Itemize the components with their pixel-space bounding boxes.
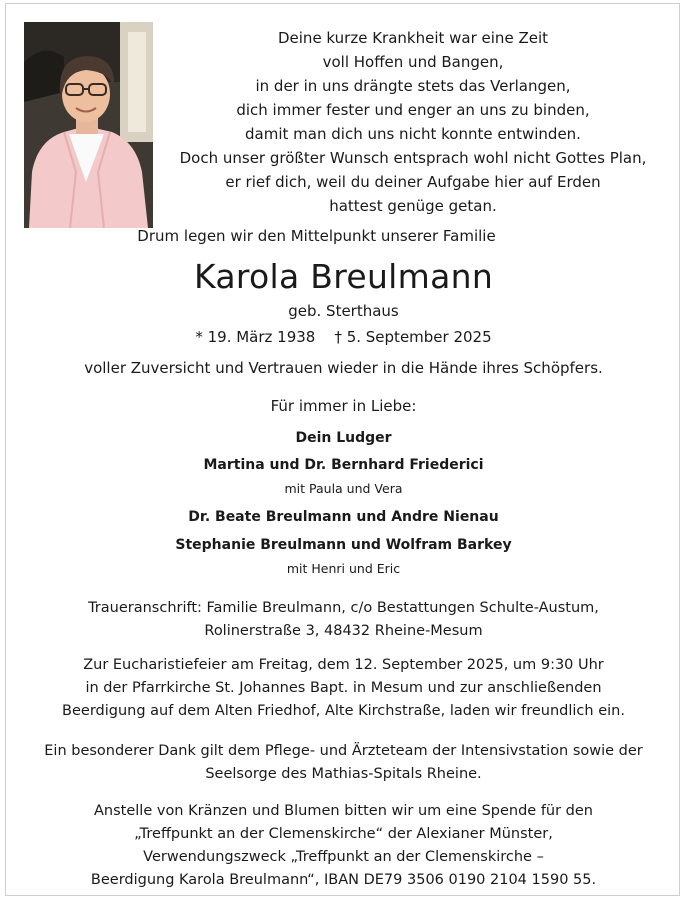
service-line: Beerdigung auf dem Alten Friedhof, Alte Kirchstraße, laden wir freundlich ein. — [62, 703, 625, 719]
death-date: † 5. September 2025 — [334, 328, 492, 346]
thanks-note — [0, 740, 687, 786]
faith-line: voller Zuversicht und Vertrauen wieder in die Hände ihres Schöpfers. — [84, 359, 603, 377]
love-line: Für immer in Liebe: — [270, 397, 417, 415]
service-info — [0, 654, 687, 723]
poem-line: hattest genüge getan. — [329, 197, 497, 215]
poem-line: voll Hoffen und Bangen, — [322, 53, 504, 71]
family-children: mit Paula und Vera — [284, 481, 403, 496]
donation-line: „Treffpunkt an der Clemenskirche“ der Alexianer Münster, — [134, 826, 553, 842]
family-children: mit Henri und Eric — [286, 561, 401, 576]
service-line: Zur Eucharistiefeier am Freitag, dem 12. September 2025, um 9:30 Uhr — [83, 657, 604, 673]
service-line: in der Pfarrkirche St. Johannes Bapt. in Mesum und zur anschließenden — [85, 680, 602, 696]
mourning-address — [0, 597, 687, 643]
thanks-line: Ein besonderer Dank gilt dem Pflege- und Ärzteteam der Intensivstation sowie der — [44, 743, 643, 759]
portrait-photo — [24, 22, 153, 228]
life-dates — [0, 328, 687, 346]
donation-line: Anstelle von Kränzen und Blumen bitten wir um eine Spende für den — [94, 803, 593, 819]
address-line: Rolinerstraße 3, 48432 Rheine-Mesum — [204, 623, 483, 639]
poem-line: Deine kurze Krankheit war eine Zeit — [277, 29, 548, 47]
poem-line: damit man dich uns nicht konnte entwinden. — [245, 125, 581, 143]
poem-line: dich immer fester und enger an uns zu binden, — [236, 101, 590, 119]
donation-line: Beerdigung Karola Breulmann“, IBAN DE79 3506 0190 2104 1590 55. — [90, 872, 597, 888]
family-member: Dein Ludger — [295, 430, 392, 446]
poem-line: Doch unser größter Wunsch entsprach wohl nicht Gottes Plan, — [179, 149, 647, 167]
birth-name: geb. Sterthaus — [288, 302, 399, 320]
birth-date: * 19. März 1938 — [195, 328, 316, 346]
poem-line: in der in uns drängte stets das Verlangen, — [255, 77, 571, 95]
portrait-illustration — [24, 22, 153, 228]
family-member: Stephanie Breulmann und Wolfram Barkey — [175, 537, 512, 553]
intro-line: Drum legen wir den Mittelpunkt unserer Familie — [137, 227, 496, 245]
family-member: Dr. Beate Breulmann und Andre Nienau — [188, 509, 499, 525]
deceased-name: Karola Breulmann — [193, 257, 494, 296]
donation-line: Verwendungszweck „Treffpunkt an der Clemenskirche – — [143, 849, 544, 865]
family-member: Martina und Dr. Bernhard Friederici — [203, 457, 484, 473]
address-line: Traueranschrift: Familie Breulmann, c/o Bestattungen Schulte-Austum, — [88, 600, 599, 616]
thanks-line: Seelsorge des Mathias-Spitals Rheine. — [205, 766, 482, 782]
poem-line: er rief dich, weil du deiner Aufgabe hier auf Erden — [225, 173, 601, 191]
donation-request — [0, 800, 687, 892]
poem — [163, 26, 663, 218]
